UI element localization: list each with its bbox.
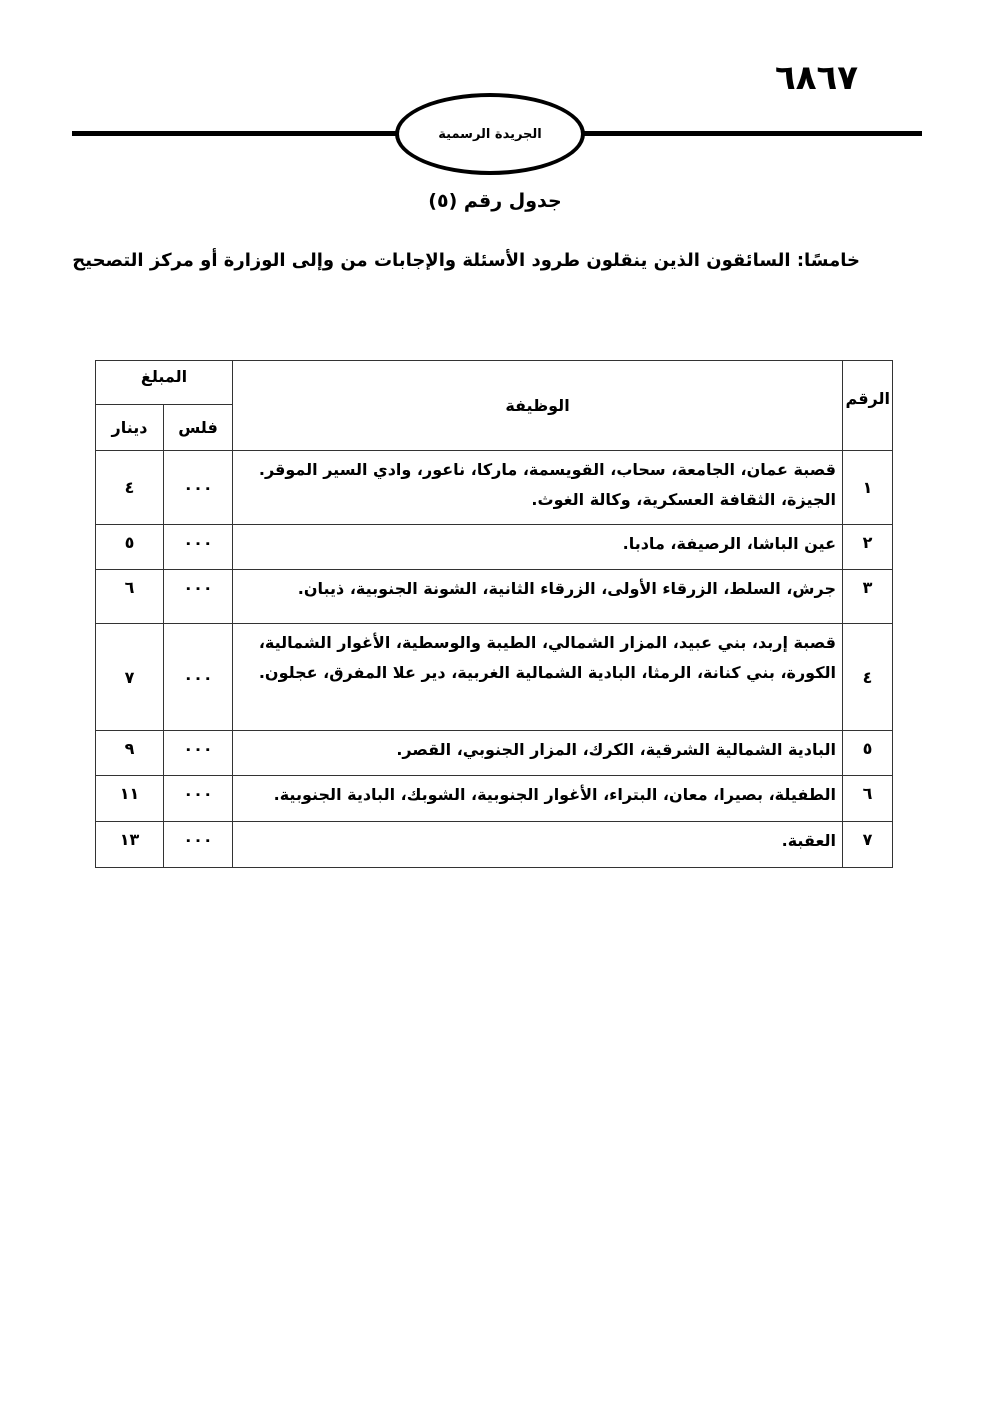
payment-table	[95, 360, 893, 868]
row-job: قصبة إربد، بني عبيد، المزار الشمالي، الطيبة والوسطية، الأغوار الشمالية، الكورة، بني كنانة، الرمثا، البادية الشمالية الغربية، دير علا المفرق، عجلون.	[233, 624, 843, 731]
row-fils: ٠٠٠	[164, 776, 233, 822]
row-fils: ٠٠٠	[164, 624, 233, 731]
table-row	[96, 776, 893, 822]
row-fils: ٠٠٠	[164, 525, 233, 570]
table-row	[96, 525, 893, 570]
row-number: ٣	[843, 570, 893, 624]
row-job: جرش، السلط، الزرقاء الأولى، الزرقاء الثانية، الشونة الجنوبية، ذيبان.	[233, 570, 843, 624]
row-number: ٥	[843, 731, 893, 776]
row-dinar: ٤	[96, 451, 164, 525]
page-number: ٦٨٦٧	[775, 58, 859, 98]
row-fils: ٠٠٠	[164, 451, 233, 525]
table-row	[96, 822, 893, 868]
table-row	[96, 624, 893, 731]
header-number: الرقم	[843, 361, 893, 451]
row-fils: ٠٠٠	[164, 731, 233, 776]
header-job: الوظيفة	[233, 361, 843, 451]
table-row	[96, 570, 893, 624]
row-job: عين الباشا، الرصيفة، مادبا.	[233, 525, 843, 570]
row-fils: ٠٠٠	[164, 822, 233, 868]
row-dinar: ٦	[96, 570, 164, 624]
row-number: ٧	[843, 822, 893, 868]
table-title: جدول رقم (٥)	[428, 190, 562, 212]
row-job: قصبة عمان، الجامعة، سحاب، القويسمة، ماركا، ناعور، وادي السير الموقر. الجيزة، الثقافة العسكرية، وكالة الغوث.	[233, 451, 843, 525]
gazette-title-oval	[395, 93, 585, 175]
table-row	[96, 731, 893, 776]
row-number: ٦	[843, 776, 893, 822]
table-row	[96, 451, 893, 525]
header-dinar: دينار	[96, 405, 164, 451]
row-job: البادية الشمالية الشرقية، الكرك، المزار الجنوبي، القصر.	[233, 731, 843, 776]
row-number: ٤	[843, 624, 893, 731]
row-dinar: ٧	[96, 624, 164, 731]
row-number: ٢	[843, 525, 893, 570]
row-fils: ٠٠٠	[164, 570, 233, 624]
gazette-title: الجريدة الرسمية	[438, 126, 542, 142]
row-dinar: ٥	[96, 525, 164, 570]
row-job: العقبة.	[233, 822, 843, 868]
section-heading: خامسًا: السائقون الذين ينقلون طرود الأسئلة والإجابات من وإلى الوزارة أو مركز التصحيح	[72, 250, 860, 271]
row-dinar: ١١	[96, 776, 164, 822]
table-header-row	[96, 361, 893, 405]
row-dinar: ٩	[96, 731, 164, 776]
row-job: الطفيلة، بصيرا، معان، البتراء، الأغوار الجنوبية، الشوبك، البادية الجنوبية.	[233, 776, 843, 822]
header-fils: فلس	[164, 405, 233, 451]
row-number: ١	[843, 451, 893, 525]
row-dinar: ١٣	[96, 822, 164, 868]
header-amount: المبلغ	[96, 361, 233, 405]
